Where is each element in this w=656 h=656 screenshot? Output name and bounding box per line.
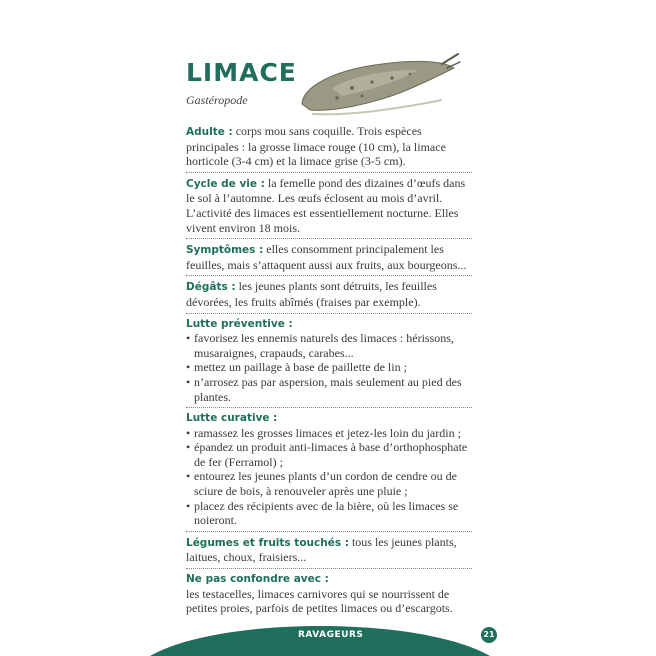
list-lutte-preventive xyxy=(186,331,472,404)
text-adulte: corps mou sans coquille. Trois espèces principales : la grosse limace rouge (10 cm), la limace horticole (3-4 cm) et la limace grise (3-5 cm). xyxy=(186,124,446,169)
list-lutte-curative xyxy=(186,426,472,528)
text-ne-pas-confondre: les testacelles, limaces carnivores qui se nourrissent de petites proies, parfois de petites limaces ou d’escargots. xyxy=(186,586,453,616)
label-symptomes: Symptômes : xyxy=(186,244,264,257)
list-item: • placez des récipients avec de la bière, où les limaces se noieront. xyxy=(186,499,472,528)
label-cycle: Cycle de vie : xyxy=(186,177,265,190)
list-item: • ramassez les grosses limaces et jetez-les loin du jardin ; xyxy=(186,426,472,441)
label-lutte-preventive: Lutte préventive : xyxy=(186,317,293,330)
section-symptomes xyxy=(186,242,472,276)
list-item: • favorisez les ennemis naturels des limaces : hérissons, musaraignes, crapauds, carabes... xyxy=(186,331,472,360)
slug-tentacle xyxy=(442,54,458,64)
label-ne-pas-confondre: Ne pas confondre avec : xyxy=(186,573,329,586)
page-number-badge: 21 xyxy=(481,627,497,643)
page-subtitle: Gastéropode xyxy=(186,93,248,107)
slug-illustration xyxy=(292,48,462,118)
list-item: • entourez les jeunes plants d’un cordon de cendre ou de sciure de bois, à renouveler après une pluie ; xyxy=(186,469,472,498)
text-cycle: la femelle pond des dizaines d’œufs dans le sol à l’automne. Les œufs éclosent au mois d’avril. L’activité des limaces est essentiellement nocturne. Elles vivent environ 18 mois. xyxy=(186,175,466,235)
section-lutte-curative xyxy=(186,411,472,532)
text-legumes-fruits: tous les jeunes plants, laitues, choux, fraisiers... xyxy=(186,534,457,565)
text-degats: les jeunes plants sont détruits, les feuilles dévorées, les fruits abîmés (fraises par exemple). xyxy=(186,279,437,309)
footer-section-label: RAVAGEURS xyxy=(298,630,364,640)
list-item: • mettez un paillage à base de paillette de lin ; xyxy=(186,360,472,375)
list-item: • épandez un produit anti-limaces à base d’orthophosphate de fer (Ferramol) ; xyxy=(186,440,472,469)
list-item: • n’arrosez pas par aspersion, mais seulement au pied des plantes. xyxy=(186,375,472,404)
content-column xyxy=(186,124,472,622)
label-degats: Dégâts : xyxy=(186,281,236,294)
page-title: LIMACE xyxy=(186,58,297,87)
section-degats xyxy=(186,279,472,313)
section-lutte-preventive xyxy=(186,317,472,409)
section-cycle xyxy=(186,176,472,239)
section-legumes-fruits xyxy=(186,535,472,569)
section-adulte xyxy=(186,124,472,173)
label-legumes-fruits: Légumes et fruits touchés : xyxy=(186,536,349,549)
label-adulte: Adulte : xyxy=(186,126,233,138)
text-symptomes: elles consomment principalement les feuilles, mais s’attaquent aussi aux fruits, aux bourgeons... xyxy=(186,242,467,272)
label-lutte-curative: Lutte curative : xyxy=(186,412,278,425)
